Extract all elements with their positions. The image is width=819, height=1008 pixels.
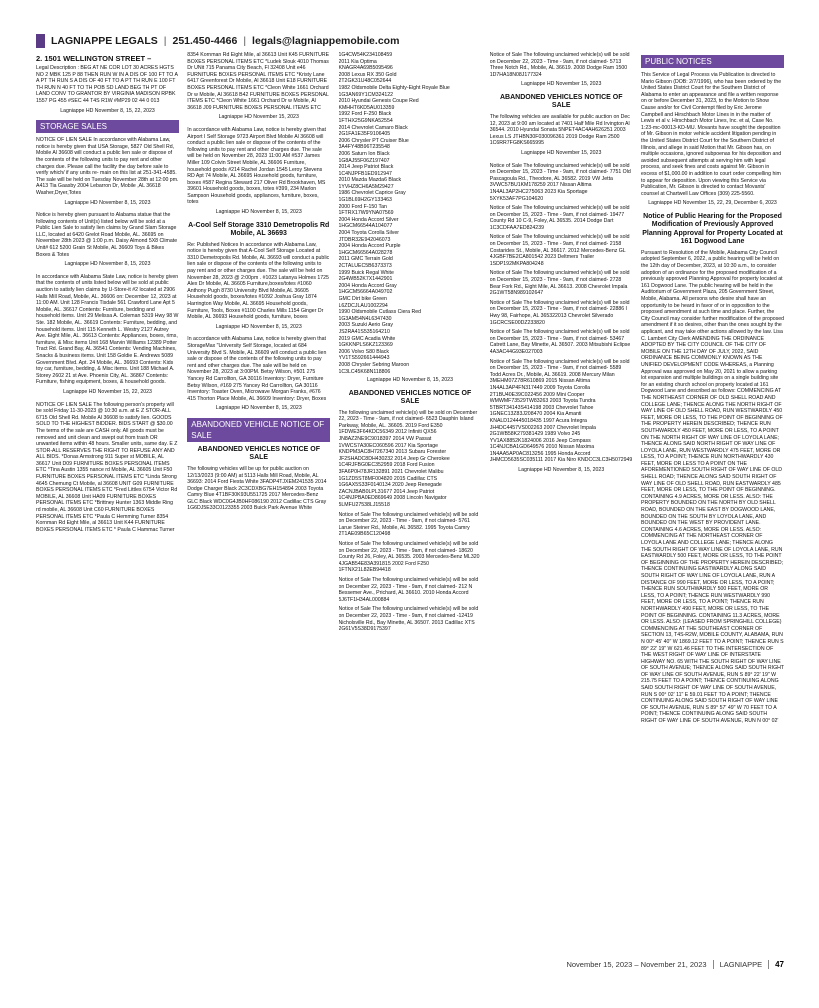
vehicle-line: 2004 Honda Accord Gray (338, 282, 397, 289)
notice-signature: Lagniappe HD November 8, 15, 2023 (215, 323, 302, 330)
notice-title: ABANDONED VEHICLES NOTICE OF SALE (197, 445, 320, 462)
vehicle-line: 1990 Oldsmobile Cutlass Ciera Red (338, 309, 421, 316)
vehicle-line: 2014 Jeep Patriot Black (338, 164, 394, 171)
vehicle-line: 2006 Saturn Ion Black (338, 150, 390, 157)
column-4 (490, 52, 633, 957)
storage-facility-title: A-Cool Self Storage 3310 Demetropolis Rd Mobile, AL 36693 (188, 221, 330, 238)
vehicle-line: 2010 Mazda Mazda6 Black (338, 177, 402, 184)
notice-text: The following unclaimed vehicle(s) will be sold on December 22, 2023 - Time - 9am, if not claimed- 6523 Dauphin Island Parkway, Mobile, AL. 36605. 2019 Ford E350 1FDWE3F64KDC56349 2012 Infiniti QX56 JN8AZ2NE9C9018397 2014 VW Passat 1VWCS7A30EC060596 2017 Kia Sportage KNDPM3AC8H7267340 2013 Subaru Forester JF2SHADC8DH430232 2014 Jeep Gr Cherokee 1C4RJFBG0EC352959 2018 Ford Fusion 3FA6P0H78JR132891 2021 Chevrolet Malibu 1G1ZD5ST8MF004820 2015 Cadillac CTS 1G6AX5S33F0140134 2020 Jeep Renegade ZACNJBAB0LPL31677 2014 Jeep Patriot 1C4NJPBA0ED869649 2008 Lincoln Navigator 5LMFU27538LJ15518 (338, 409, 478, 508)
notice-text: The following vehicles will be up for public auction on 12/13/2023 (9:00 AM) at 5113 Halls Mill Road, Mobile, AL 36693: 2014 Ford Fiesta White 3FADP4TJXEM241535 2014 Dodge Charger Black 2C3CDXBG7EH154894 2003 Toyota Camry Blue 4T1BF30K93U551725 2017 Mercedes-Benz GLC Black WDC0G4JB0HF086190 2012 Cadillac CTS Gray 1G6DJ5E33C0123355 2003 Buick Park Avenue White (187, 465, 327, 512)
notice-signature: Lagniappe HD November 15, 22, 2023 (63, 388, 152, 395)
vehicle-line: 1C4NJPFB1ED912947 (338, 170, 392, 177)
notice-text: Notice of Sale The following unclaimed vehicle(s) will be sold on December 15, 2023 - Time - 9am, if not claimed- 22886 I Hwy 98, Fairhope, AL 365322013 Chevrolet Silverado 1GCRCSE00DZ233820 (489, 299, 630, 326)
page-header (36, 32, 786, 50)
public-notices-heading: PUBLIC NOTICES (641, 55, 784, 68)
vehicle-line: 1C3LC45K68N118806 (338, 368, 391, 375)
notice-text: Notice of Sale The following unclaimed vehicle(s) will be sold on December 22, 2023 - Time - 9am, if not claimed- 5713 Three Notch Rd., Mobile, AL 36619. 2008 Dodge Ram 1500 1D7HA18N08J177324 (489, 52, 630, 78)
vehicle-line: 2CTALUEC5B6373373 (338, 263, 392, 269)
vehicle-line: 1YVHZ8CH6A5M29427 (338, 183, 394, 190)
notice-text: Notice of Sale The following unclaimed vehicle(s) will be sold on December 22, 2023 - Time - 9am, if not claimed- 18620 County Rd 26, Foley, AL 36535. 2003 Mercedes-Benz ML320 4JGAB54E83A391815 2002 Ford F250 1FTNX21L82EB94418 (338, 540, 480, 574)
notice-text: Notice of Sale The following unclaimed vehicle(s) will be sold on December 22, 2023 - Time - 9am, if not claimed- 5761 Larue Steiner Rd., Mobile, AL 36582. 1995 Toyota Camry 2T1AE09B65C120498 (338, 511, 479, 538)
vehicle-line: 2T2GK31U48C052644 (338, 78, 392, 85)
notice-signature: Lagniappe HD November 8, 15, 22, 2023 (60, 107, 155, 114)
notice-text: In accordance with Alabama Law, notice is hereby given that Airport I Self Storage 9723 Airport Blvd Mobile Al 36608 will conduct a public lien sale or dispose of the contents of the following units to pay rent and other charges due. The sale will be held on November 28, 2023 11:00 AM #537 James Miller 109 Colvin Street Mobile, AL 36606 Furniture, household goods #214 Rachel Jordan 1545 Leroy Stevens RD Apt 74 Mobile, AL 36695 Household goods, furniture, boxes #587 Regina Steward 217 Oliver Rd Brookhaven, MS 39601 Household goods, boxes, totes #399, 234 Marlon Sampson Household goods, appliances, furniture, boxes, totes (187, 126, 326, 206)
vehicle-line: 2004 Honda Accord Purple (338, 243, 401, 250)
notice-text: Notice of Sale The following unclaimed vehicle(s) will be sold on December 22, 2023 - Time - 9am, if not claimed- 212 N Bessemer Ave., Prichard, AL 36610. 2010 Honda Accord 5J6TF1H34AL000884 (338, 576, 479, 603)
vehicle-line: 1992 Ford F-250 Black (338, 111, 392, 118)
notice-signature: Lagniappe HD November 8, 15, 2023 (215, 209, 302, 216)
notice-text: Notice of Sale The following unclaimed vehicle(s) will be sold on December 15, 2023 - Time - 9am, if not claimed- 7751 Old Pascagoula Rd., Theodore, AL 36582. 2019 VW Jetta 3VWC57BU1KM178259 2017 Nissan Altima 1N4AL3AP2HC275063 2023 Kia Sportage 5XYK53AF7PG104620 (489, 162, 631, 202)
notice-title: ABANDONED VEHICLES NOTICE OF SALE (499, 93, 623, 110)
notice-signature: Lagniappe HD November 8, 15, 2023 (64, 261, 151, 268)
vehicle-line: YV1TS592661444943 (338, 355, 390, 362)
notice-text: Notice of Sale The following unclaimed vehicle(s) will be sold on December 15, 2023 - Time - 9am, if not claimed- 19477 County Rd 10 C-9, Foley, AL 36535. 2014 Dodge Dart 1C3CDFAA7ED824239 (489, 205, 630, 231)
notice-text: The following vehicles are available for public auction on Dec 12, 2023 at 9:00 am located at 7401 Half Mile Rd Irvington Al 36544. 2010 Hyundai Sonata 5NPET4AC4AH626251 2003 Lexus LS JTHBN30F030096361 2019 Dodge Ram 2500 1C6RR7FG8KS665995 (489, 113, 630, 147)
abandoned-vehicle-heading: ABANDONED VEHICLE NOTICE OF SALE (187, 418, 330, 442)
vehicle-line: 1986 Chevrolet Caprice Gray (338, 190, 406, 197)
vehicle-line: 2008 Lexus RX 350 Gold (338, 71, 397, 78)
header-separator: | (243, 35, 247, 47)
notice-signature: Lagniappe HD November 15, 2023 (521, 81, 602, 88)
vehicle-line: JTDBR32E942046073 (338, 236, 391, 243)
vehicle-line: 2003 Suzuki Aerio Gray (338, 322, 393, 329)
vehicle-line: 1982 Oldsmobile Delta Eighty-Eight Royale Blue (338, 84, 450, 91)
notice-text: Notice of Sale The following unclaimed vehicle(s) will be sold on December 15, 2023 - Time - 9am, if not claimed- 53467 Catrett Lane, Bay Minette, AL 36507. 2003 Mitsubishi Eclipse 4A3AC44G93E027003 (489, 329, 631, 355)
header-separator: | (163, 35, 167, 47)
vehicle-line: 1999 Buick Regal White (338, 269, 394, 276)
header-email[interactable]: legals@lagniappemobile.com (252, 35, 400, 47)
notice-text: Notice of Sale The following unclaimed vehicle(s) will be sold on December 15, 2023 - Time - 9am, if not claimed- 5589 Todd Acres Dr., Mobile, AL 36619. 2008 Mercury Milan 3MEHM07Z78R610869 2015 Nissan Altima 1N4AL3AP4FN317449 2009 Toyota Corolla 2T1BU40E39C022456 2009 Mini Cooper WMWMF73529TW83263 2003 Toyota Tundra 5TBRT34143S414198 2003 Chevrolet Tahoe 1GNEC13Z83J208470 2004 Kia Amanti KNALD124445018435 1997 Acura Integra JH4DC4457VS002263 2007 Chevrolet Impala 2G1WB58K279381429 1989 Volvo 245 YV1AX8852K1824006 2016 Jeep Compass 1C4NJCBA1GD649576 2010 Nissan Maxima 1N4AA5AP0AC813256 1995 Honda Accord JHMCD5635SC035111 2017 Kia Niro KNDCC3LC3H5072949 (489, 358, 633, 464)
vehicle-line: 2004 Toyota Corolla Silver (338, 230, 399, 237)
vehicle-line: 2G1FA1E35F9106405 (338, 131, 391, 138)
vehicle-line: 2011 GMC Terrain Gold (338, 256, 393, 263)
vehicle-line: 2008 Chrysler Sebring Maroon (338, 361, 410, 368)
vehicle-line: L6ZDCJLAU1002294 (338, 302, 388, 309)
footer-divider (713, 960, 714, 969)
vehicle-line: 2004 Honda Accord Silver (338, 216, 399, 223)
vehicle-line: 1FTRX17W9YNA07569 (338, 210, 394, 217)
notice-signature: Lagniappe HD November 8, 15, 2023 (518, 467, 605, 474)
hearing-title: Notice of Public Hearing for the Proposed Modification of Previously Approved Planning Approval for Property Located at 161 Dogwood Lane (642, 212, 783, 246)
notice-text: Notice of Sale The following unclaimed vehicle(s) will be sold on December 22, 2023 - Time - 9am, if not claimed -12419 Nicholsville Rd., Bay Minette, AL 36507. 2013 Cadillac XTS 2G61V5S38D9175397 (338, 606, 479, 633)
vehicle-line: 2019 GMC Acadia White (338, 335, 396, 342)
column-2 (187, 52, 330, 957)
notice-text: NOTICE OF LIEN SALE In accordance with Alabama Law, notice is hereby given that USA Storage, 5827 Old Shell Rd, Mobile Al 36608 will conduct a public lien sale or dispose of the contents of the following units to pay rent and other charges due. Please call the facility the day before sale to verify which/ if any units re- main on this list at 251-341-4585. The sale will be held on Tuesday November 28th at 12:00 pm. A413 Tia Gaasby 2004 Lebarron Dr, Mobile ,AL 36618 Washer,Dryer,Totes (36, 137, 179, 196)
notice-signature: Lagniappe HD November 15, 2023 (521, 149, 602, 156)
notice-text: In accordance with Alabama State Law, notice is hereby given that the contents of units listed below will be sold at public auction to satisfy lien claims by U-Store-it #2 located at 2906 Halls Mill Road, Mobile, AL. 36606 on: December 12, 2023 at 11:00 AM. Unit 128 Francis Tisdale 561 Crawford Lane Apt 5 Mobile, AL. 36617 Contents: Furniture, bedding and household items. Unit 29 Melissa A. Coleman 5319 Hwy 98 W Ste. 182 Mobile, AL. 36619 Contents: Furniture, bedding, and household items. Unit 115 Kenneth L. Westry 2127 Autrey Ave. Eight Mile, AL. 36613 Contents: Appliances, boxes, rims, furniture, & Misc items Unit 168 Marvin Williams 12389 Potter Tract Rd. Grand Bay, AL 36541 Contents: Vending Machines, Snacks & business items. Unit 158 Goldie E. Andrews 5089 Government Blvd. Apt. 24 Mobile, AL. 36693 Contents: Kids toy car, furniture, bedding, & Misc items. Unit 188 Michael A. Storey 2602 21 st Ave. Phoenix City, AL. 36867 Contents: Furniture, fishing equipment, boxes, & household goods. (36, 273, 179, 386)
vehicle-line: 2G4WB52K7X1442901 (338, 276, 393, 283)
vehicle-line: 2000 Ford F-150 Tan (338, 203, 387, 210)
footer-divider (768, 960, 769, 969)
notice-text: Notice of Sale The following unclaimed vehicle(s) will be sold on December 15, 2023 - Time - 9am, if not claimed- 2728 Bear Fork Rd., Eight Mile, AL 36613. 2008 Chevrolet Impala 2G1WT58N989102647 (489, 270, 630, 297)
vehicle-line: GMC Dirt bike Green (338, 295, 387, 302)
notice-signature: Lagniappe HD November 8, 15, 2023 (64, 199, 151, 206)
notice-text: This Service of Legal Process via Publication is directed to Mario Gibson (DOB: 2/7/1996), who has been ordered by the United States District Court for the Southern District of Alabama to enter an appearance and file a written response on or before December 31, 2023, to the Motion to Show Cause and/or for Civil Contempt filed by Eric Jerome Campbell and Hirschbach Motor Lines in in the matter of Lewis et al v. Hirschbach Motor Lines, Inc. et al, Case No. 1:23-mc-00013-KD-MU. Movants have sought the deposition of Mr. Gibson in motor vehicle accident litigation pending in the United States District Court for the Southern District of Illinois, and allege in said Motion that Mr. Gibson has, on multiple occasions, ignored subpoenas for his deposition and avoided subsequent attempts at serving him with legal process, and seek fines and costs against Mr. Gibson in excess of $1,000.00 in addition to court order compelling him to appear for deposition. Upon viewing this Service via Publication, Mr. Gibson is directed to contact Movants' counsel at Chartwell Law Offices (309) 225-5560. (641, 72, 782, 197)
storage-sales-heading: STORAGE SALES (36, 120, 179, 133)
page-footer (566, 960, 784, 969)
vehicle-line: 1GKKNPLS6KZ123369 (338, 342, 393, 349)
notice-signature: Lagniappe HD November 8, 15, 2023 (215, 405, 302, 412)
vehicle-line: KNAGR4A69B5095496 (338, 65, 393, 72)
column-3 (339, 52, 482, 957)
section-marker (36, 34, 45, 48)
section-name: LAGNIAPPE LEGALS (51, 35, 158, 47)
vehicle-line: 1G1BL69H2GY133463 (338, 197, 392, 204)
notice-text: Notice is hereby given pursuant to Alabama statue that the following contents of Unit(s) listed below will be sold at a Public Lien Sale to satisfy lien claims by Grand Slam Storage LLC, located at 6420 Grelot Road Mobile, AL. 36695 on November 28th 2023 @ 1:00 p.m. Daisy Almond 5X8 Climate Unit# 612 5200 Grain St Mobile, AL 36609 Toys & Bikes Boxes & Totes (36, 212, 178, 258)
vehicle-line: 2006 Volvo S80 Black (338, 348, 389, 355)
publication-name: LAGNIAPPE (719, 960, 763, 969)
column-5 (641, 52, 784, 957)
page-number: 47 (775, 960, 784, 969)
notice-text: Pursuant to Resolution of the Mobile, Alabama City Council adopted September 6, 2022, a public hearing will be held on the 12th day of December, 2023, at 10:30 a.m., to consider adoption of an ordinance for the proposed modification of a previously approved Planning Approval for property located at 161 Dogwood Lane. The public hearing will be held in the Auditorium of Government Plaza, 205 Government Street, Mobile, Alabama. All persons who desire shall have an opportunity to be heard in favor of or in opposition to the proposed amendment at such time and place. Further, the City Council may consider further modification of the proposed amendment if it so desires, other than the ones sought by the applicant, and may take other actions allowed by the law. Lisa C. Lambert City Clerk AMENDING THE ORDINANCE ADOPTED BY THE CITY COUNCIL OF THE CITY OF MOBILE ON THE 12TH DAY OF JULY, 2022, SAID ORDINANCE BEING COMMONLY KNOWN AS THE UNIFIED DEVELOPMENT CODE WHEREAS, a Planning Approval was approved on May 20, 2021 to allow a parking lot expansion and multiple buildings on a single building site for an existing church school on property located at 161 Dogwood Lane and described as follows: COMMENCING AT THE NORTHEAST CORNER OF OLD SHELL ROAD AND COLLEGE LANE; THENCE ALONG THE NORTH RIGHT OF WAY LINE OF OLD SHELL ROAD, RUN WESTWARDLY 450 FEET, MORE OR LESS, TO THE POINT OF BEGINNING OF THE PROPERTY HEREIN DESCRIBED; THENCE RUN SOUTHWARDLY 450 FEET, MORE OR LESS, TO A POINT ON THE NORTH RIGHT OF WAY LINE OF LOYOLA LANE; THENCE ALONG SAID NORTH RIGHT OF WAY LINE OF LOYOLA LANE, RUN WESTWARDLY 475 FEET, MORE OR LESS, TO A POINT; THENCE RUN NORTHWARDLY 430 FEET, MORE OR LESS TO A POINT ON THE AFOREMENTIONED SOUTH RIGHT OF WAY LINE OF OLD SHELL ROAD; THENCE ALONG SAID SOUTH RIGHT OF WAY LINE OF OLD SHELL ROAD, RUN EASTWARDLY 485 FEET, MORE OR LESS, TO THE POINT OF BEGINNING. CONTAINING 4.9 ACRES, MORE OR LESS. ALSO: THE PROPERTY BOUNDED ON THE NORTH BY OLD SHELL ROAD, BOUNDED ON THE EAST BY DOGWOOD LANE, BOUNDED ON THE SOUTH BY LOYOLA LANE, AND BOUNDED ON THE WEST BY PROVIDENT LANE. CONTAINING 4.6 ACRES, MORE OR LESS. ALSO: COMMENCING AT THE NORTHEAST CORNER OF LOYOLA LANE AND COLLEGE LANE; THENCE ALONG THE SOUTH RIGHT OF WAY LINE OF LOYOLA LANE, RUN EASTWARDLY 500 FEET, MORE OR LESS, TO THE POINT OF BEGINNING OF THE PROPERTY HEREIN DESCRIBED; THENCE CONTINUING EASTWARDLY ALONG SAID SOUTH RIGHT OF WAY LINE OF LOYOLA LANE, RUN A DISTANCE OF 990 FEET, MORE OR LESS, TO A POINT; THENCE RUN SOUTHWARDLY 500 FEET, MORE OR LESS, TO A POINT; THENCE RUN WESTWARDLY 990 FEET, MORE OR LESS, TO A POINT; THENCE RUN NORTHWARDLY 490 FEET, MORE OR LESS, TO THE POINT OF BEGINNING. CONTAINING 11.3 ACRES, MORE OR LESS. ALSO: (LEASED FROM SPRINGHILL COLLEGE) COMMENCING AT THE SOUTHEAST CORNER OF SECTION 13, T4S-R2W, MOBILE COUNTY, ALABAMA, RUN N 00° 45' 40" W 1869.12 FEET TO A POINT; THENCE RUN S 89° 22' 19" W 621.46 FEET TO THE INTERSECTION OF THE WEST RIGHT OF WAY LINE OF INTERSTATE HIGHWAY NO. 65 WITH THE SOUTH RIGHT OF WAY LINE OF SOUTH AVENUE; THENCE ALONG SAID SOUTH RIGHT OF WAY LINE OF SOUTH AVENUE, RUN S 89° 22' 19" W 215.75 FEET TO A POINT; THENCE CONTINUING ALONG SAID SOUTH RIGHT OF WAY LINE OF SOUTH AVENUE, RUN S 00° 02' 11" E 59.01 FEET TO A POINT; THENCE CONTINUING ALONG SAID SOUTH RIGHT OF WAY LINE OF SOUTH AVENUE, RUN S 89° 57' 49" W 70 FEET TO A POINT; THENCE CONTINUING ALONG SAID SOUTH RIGHT OF WAY LINE OF SOUTH AVENUE, RUN N 00° 02' (641, 249, 784, 725)
notice-title: ABANDONED VEHICLES NOTICE OF SALE (348, 389, 472, 406)
vehicle-line: 1G4CW54K234108459 (338, 52, 393, 58)
vehicle-line: 1G3AN69Y1CM324122 (338, 91, 394, 98)
notice-text: Re: Published Notices In accordance with Alabama Law, notice is hereby given that A-Cool Self Storage Located at 3310 Demetropolis Rd. Mobile, AL 36693 will conduct a public lien sale or dispose of the contents of the following units to pay rent and or other charges due. The sale will be held on November 28, 2023 @ 2:00pm . #1023 Latanya Holmes 1725 Alex Dr Mobile, AL 36605 Furniture,boxes/totes #1060 Anthony Pugh 8730 University Blvd Mobile,AL 36605 Household goods, boxes/totes #1092 Joshua Gray 1874 Harrington Way Mobile, AL 36695 Household goods, Furniture, Tools, Boxes #1100 Charles Mills 1154 Ginger Dr Mobile, AL 36693 Household goods, furniture, boxes (187, 241, 330, 321)
vehicle-line: 1G3AM54N4L6347430 (338, 315, 392, 322)
vehicle-line: 2006 Chrysler PT Cruiser Blue (338, 137, 409, 144)
notice-text: 8354 Kornman Rd Eight Mile, al 36613 Unit K45 FURNITURE BOXES PERSONAL ITEMS ETC *Ludek Slouk 4010 Thomas Dr UNit 715 Panama City Beach, Fl 32408 Unit e46 FURNITURE BOXES PERSONAL ITEMS ETC *Kristy Lane 6417 Greenforest Dr Mobile, Al 36618 Unit E18 FURNITURE BOXES PERSONAL ITEMS ETC *Cleon White 1661 Orchard Dr w Mobile, Al 36618 B42 FURNITURE BOXES PERSONAL ITEMS ETC *Cleon White 1661 Orchard Dr w Mobile, Al 36618 J09 FURNITURE BOXES PERSONAL ITEMS ETC (187, 52, 330, 111)
vehicle-line: 1HGCM56664A049702 (338, 289, 393, 296)
notice-text: Legal Description : BEG AT NE COR LOT 30 ACRES HGTS NO 2 MBK 125 P 88 THEN RUN W IN A DIS OF 100 FT TO A A PT TH RUN S A DIS OF 40 FT TO A PT TH RUN E 100 FT TH RUN N 40 FT TO TH POB SD LAND BEG TH PT OF LAND CONV TO GRANTOR BY VIRGINIA MADISON RPBK 1557 PG 455 #SEC 44 T4S R1W #MP29 02 44 0 013 (36, 65, 178, 104)
vehicle-line: KMHHT6KD5AU013359 (338, 104, 395, 111)
notice-text: Notice of Sale The following unclaimed vehicle(s) will be sold on December 15, 2023 - Time - 9am, if not claimed- 2158 Costarides St., Mobile, AL 36617. 2012 Mercedes-Benz GL 4JGBF7BE2CA801542 2023 Deltmers Trailer 1SDP192MKPA804248 (489, 234, 630, 267)
legal-columns (36, 52, 784, 957)
vehicle-line: JS2RA41S535164210 (338, 328, 390, 335)
vehicle-line: 1HGCM66564A028278 (338, 249, 393, 256)
vehicle-line: 2011 Kia Optima (338, 58, 377, 65)
vehicle-line: 2014 Chevrolet Camaro Black (338, 124, 408, 131)
notice-text: In accordance with Alabama Law, notice is hereby given that StorageMax "University Self Storage, located at 684 University Blvd S. Mobile, AL 36609 will conduct a public lien sale or dispose of the contents of the following units to pay rent and other charges due. The sale will be held on November 28, 2023 at 3:00PM. Betsy Wilson, #501 275 Yancey Rd Carrollton, GA 30116 Inventory: Dryer, Furniture Betsy Wilson, #169 275 Yancey Rd Carrollton, GA 30116 Inventory: Toaster Oven, Microwave Morgan Franks, #676 415 Thorton Place Mobile, AL 36609 Inventory: Dryer, Boxes (187, 336, 327, 402)
vehicle-line: 1FTHX25G9NKA52554 (338, 117, 393, 124)
vehicle-line: 1G8AJ55F06Z197407 (338, 157, 390, 164)
vehicle-list (339, 52, 482, 375)
notice-signature: Lagniappe HD November 15, 2023 (218, 114, 299, 121)
vehicle-line: 3A4FY48B96T235548 (338, 144, 390, 151)
property-address-heading: 2. 1501 WELLINGTON STREET – (36, 54, 152, 63)
notice-signature: Lagniappe HD November 8, 15, 2023 (367, 377, 453, 384)
notice-text: NOTICE OF LIEN SALE The following person's property will be sold Friday 11-30-2023 @ 10:30 a.m. at E Z STOR-ALL 6715 Old Shell Rd. Mobile Al 36608 to satisfy lien. GOODS SOLD TO THE HIGHEST BIDDER. BIDS START @ $30.00 The terms of the sale are CASH only. All goods must be removed and unit clean and swept out from trash OR unwanted items within 48 hours. Smaller units, same day. E Z STOR-ALL RESERVES THE RIGHT TO REFUSE ANY AND ALL BIDS. *Donas Armstrong 911 Super st MOBILE, AL 36617 Unit D09 FURNITURE BOXES PERSONAL ITEMS ETC *Tina Austin 1355 nance rd Mobile, AL 36605 Unit F50 FURNITURE BOXES PERSONAL ITEMS ETC *Linda Strong 4645 Chemung Ct Mobile, al 36608 UNIT G09 FURNITURE BOXES PERSONAL ITEMS ETC *Fred Littles 6754 Victor Rd MOBILE, AL 36608 Unit HA09 FURNITURE BOXES PERSONAL ITEMS ETC *Brittney Hunter 1363 Middle Ring rd mobile, AL 36608 Unit C60 FURNITURE BOXES PERSONAL ITEMS ETC *Paula C Hemming Turner 8354 Kornman Rd Eight Mile, al 36613 Unit K44 FURNITURE BOXES PERSONAL ITEMS ETC * Paula C Hammac Turner (36, 401, 178, 533)
column-1 (36, 52, 179, 957)
notice-signature: Lagniappe HD November 15, 22, 29, December 6, 2023 (648, 200, 777, 207)
header-phone[interactable]: 251.450-4466 (172, 35, 238, 47)
vehicle-line: 2010 Hyundai Genesis Coupe Red (338, 98, 419, 105)
issue-dates: November 15, 2023 – November 21, 2023 (566, 960, 707, 969)
vehicle-line: 1HGCM66544A104077 (338, 223, 393, 230)
